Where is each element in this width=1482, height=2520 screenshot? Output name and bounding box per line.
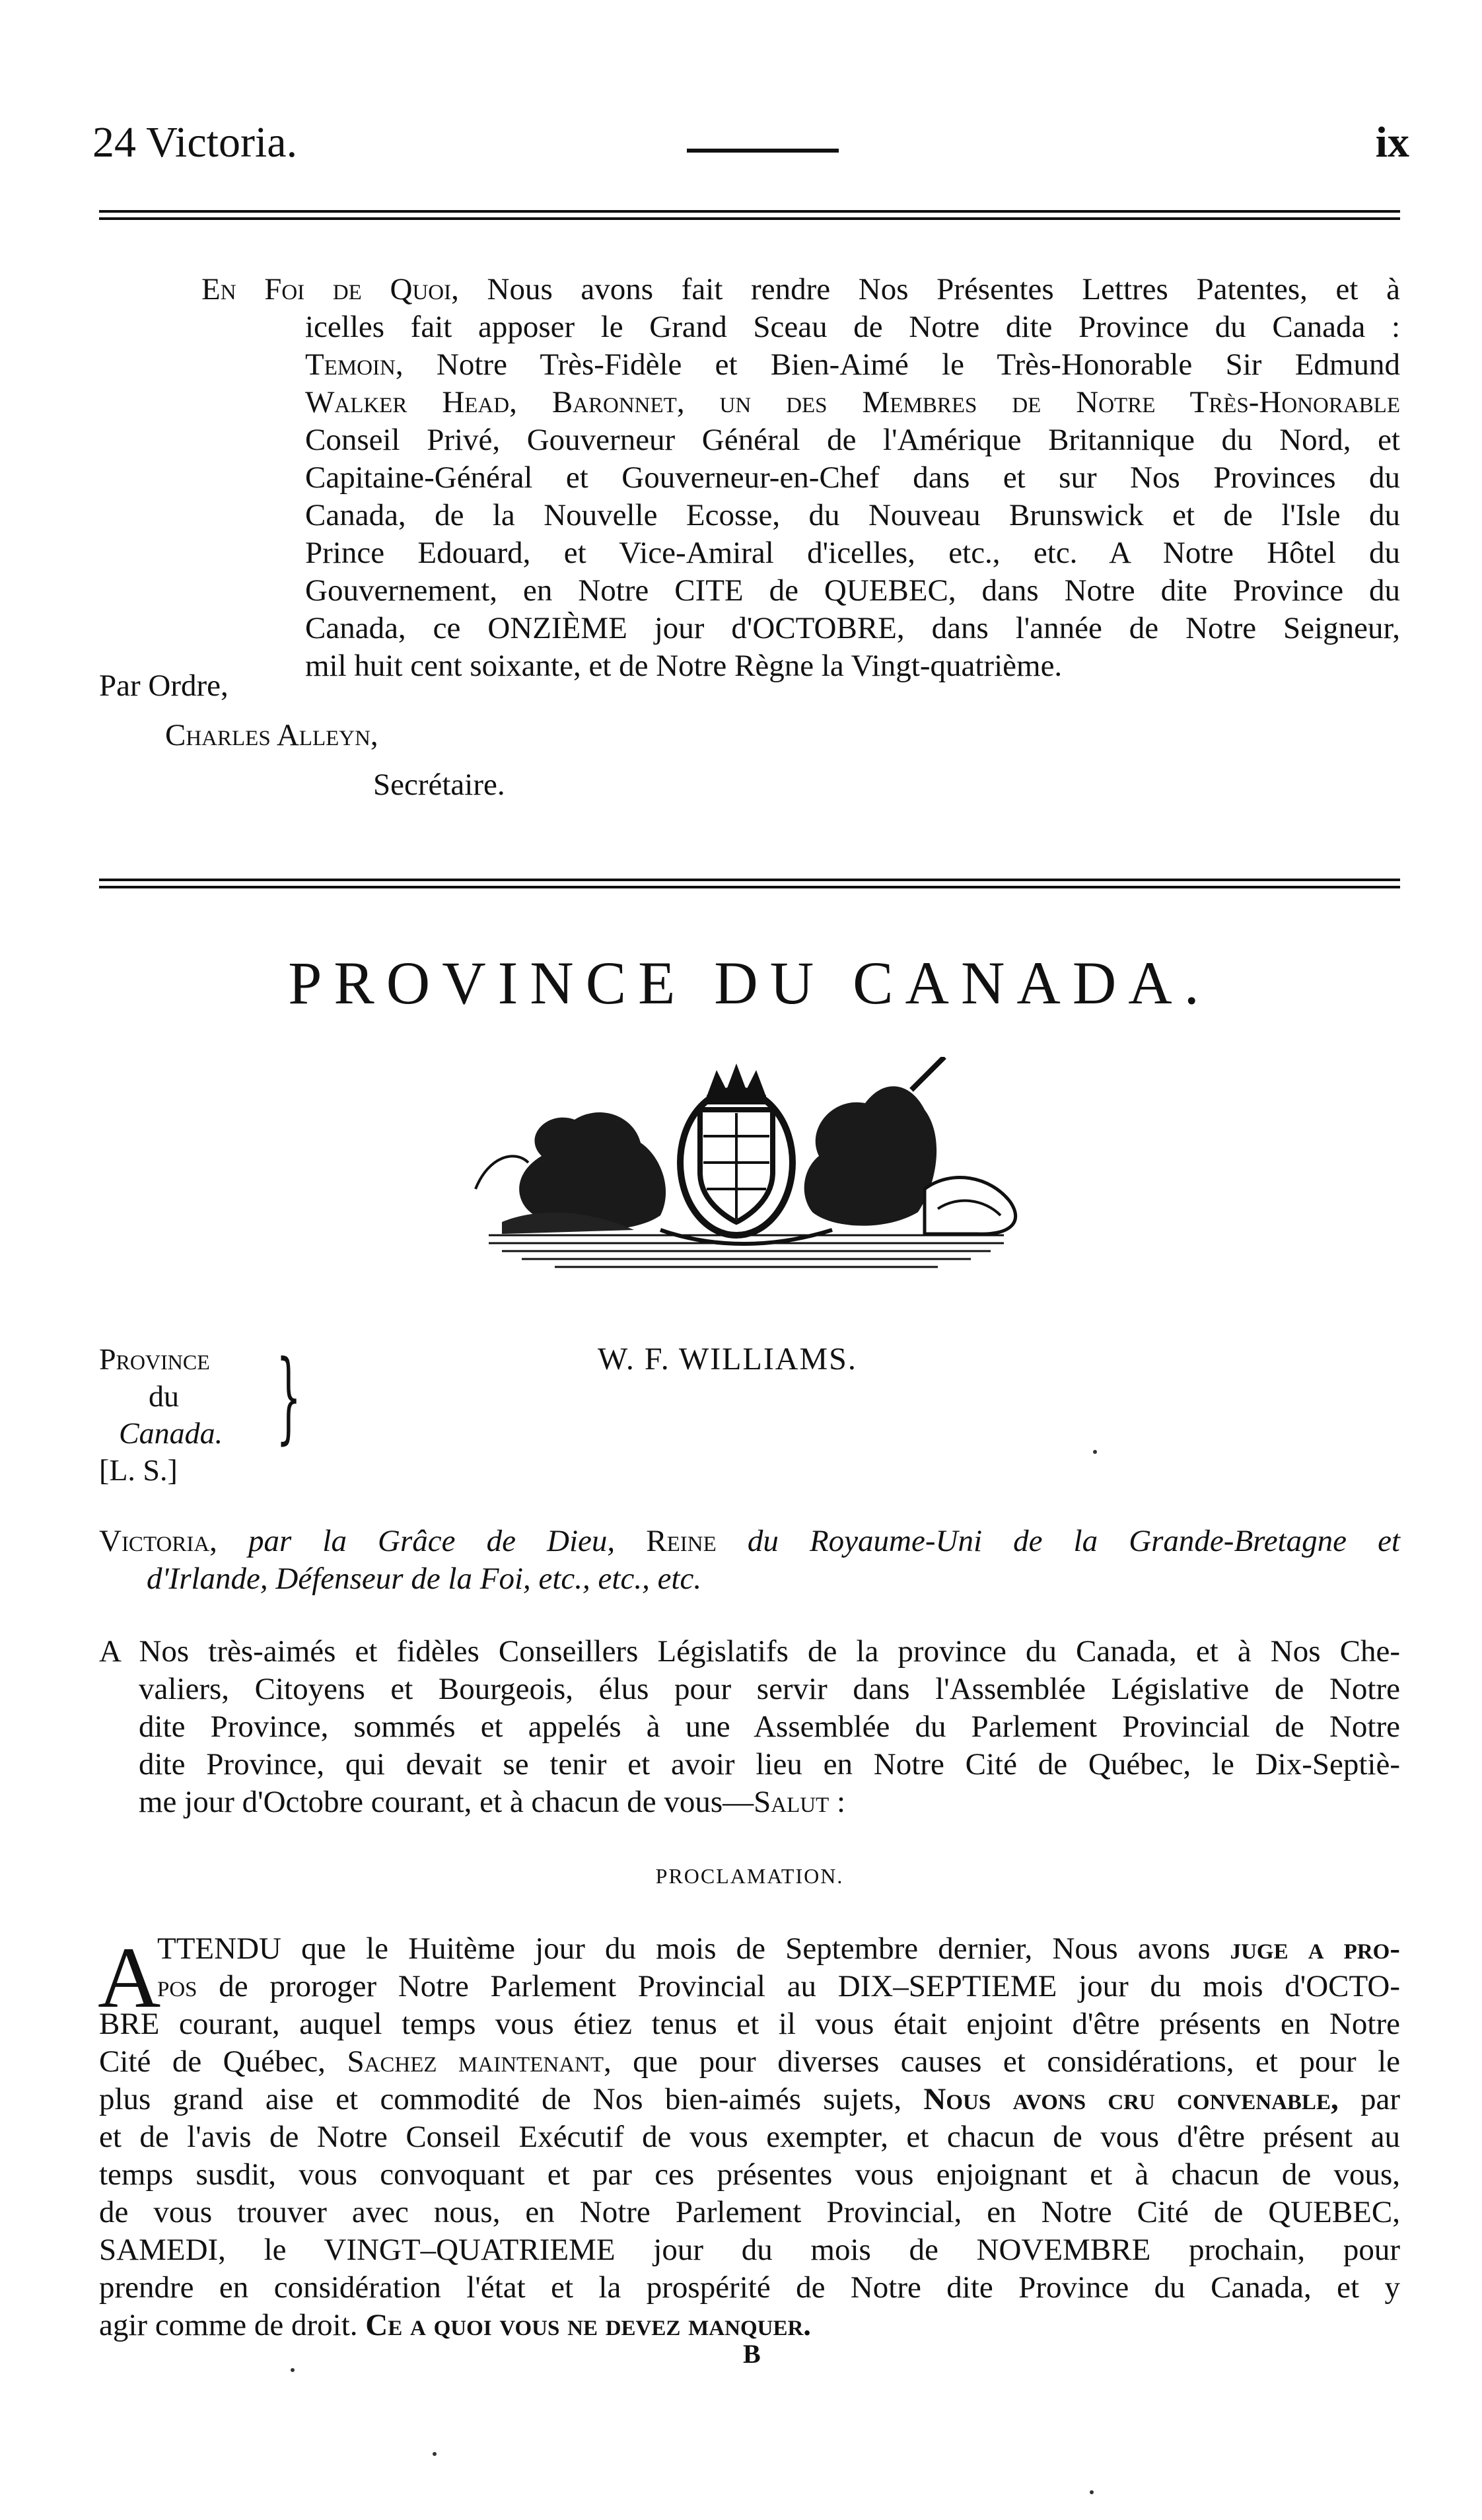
proclamation-body (99, 2005, 1400, 2344)
locus-sigilli: [L. S.] (99, 1453, 178, 1487)
proclamation-line: plus grand aise et commodité de Nos bien-aimés sujets, Nous avons cru convenable, par (99, 2082, 1401, 2116)
attestation-body (305, 308, 1400, 685)
attestation-line: icelles fait apposer le Grand Sceau de Notre dite Province du Canada : (305, 310, 1400, 344)
province-du: du (149, 1379, 179, 1413)
header-double-rule (99, 210, 1400, 220)
page-number: ix (1375, 118, 1409, 166)
brace-glyph: } (276, 1340, 302, 1455)
signer-name: Charles Alleyn, (165, 718, 378, 752)
royal-style-line-1: Victoria, par la Grâce de Dieu, Reine du Royaume-Uni de la Grande-Bretagne et (99, 1524, 1400, 1558)
attestation-line: En Foi de Quoi, Nous avons fait rendre Nos Présentes Lettres Patentes, et à (201, 272, 1400, 306)
par-ordre: Par Ordre, (99, 668, 229, 703)
province-canada: Canada. (119, 1416, 223, 1450)
coat-of-arms-image (462, 1057, 1030, 1281)
drop-cap: A (98, 1929, 161, 2026)
section-double-rule (99, 879, 1400, 888)
scan-speck (1090, 2490, 1094, 2494)
royal-style-line (99, 1523, 1400, 1560)
attestation-line: Conseil Privé, Gouverneur Général de l'Amérique Britannique du Nord, et (305, 423, 1400, 457)
signatory-name: W. F. WILLIAMS. (598, 1342, 857, 1377)
address-line: dite Province, sommés et appelés à une Assemblée du Parlement Provincial de Notre (139, 1710, 1400, 1744)
address-line: dite Province, qui devait se tenir et avoir lieu en Notre Cité de Québec, le Dix-Septiè- (139, 1747, 1400, 1782)
proclamation-line: pos de proroger Notre Parlement Provincial au DIX–SEPTIEME jour du mois d'OCTO- (157, 1969, 1400, 2003)
proclamation-line: temps susdit, vous convoquant et par ces présentes vous enjoignant et à chacun de vous, (99, 2157, 1400, 2192)
attestation-line: Temoin, Notre Très-Fidèle et Bien-Aimé le Très-Honorable Sir Edmund (305, 347, 1400, 382)
signer-title: Secrétaire. (373, 768, 505, 802)
proclamation-line: prendre en considération l'état et la prospérité de Notre dite Province du Canada, et y (99, 2270, 1400, 2305)
attestation-line: Gouvernement, en Notre CITE de QUEBEC, dans Notre dite Province du (305, 573, 1400, 608)
running-header-left: 24 Victoria. (92, 118, 298, 166)
scan-speck (433, 2452, 437, 2456)
page-title: PROVINCE DU CANADA. (288, 949, 1211, 1017)
proclamation-heading: PROCLAMATION. (655, 1864, 844, 1888)
proclamation-line: et de l'avis de Notre Conseil Exécutif de vous exempter, et chacun de vous d'être présent au (99, 2120, 1400, 2154)
address-line: A Nos très-aimés et fidèles Conseillers Législatifs de la province du Canada, et à Nos Che- (99, 1634, 1400, 1669)
proclamation-line: Cité de Québec, Sachez maintenant, que pour diverses causes et considérations, et pour le (99, 2044, 1401, 2079)
attestation-line: Prince Edouard, et Vice-Amiral d'icelles, etc., etc. A Notre Hôtel du (305, 536, 1400, 570)
proclamation-line: BRE courant, auquel temps vous étiez tenus et il vous était enjoint d'être présents en Notre (99, 2007, 1400, 2041)
attestation-line: Capitaine-Général et Gouverneur-en-Chef dans et sur Nos Provinces du (305, 460, 1400, 495)
proclamation-first-lines (157, 1930, 1400, 2005)
attestation-line: Canada, de la Nouvelle Ecosse, du Nouveau Brunswick et de l'Isle du (305, 498, 1400, 532)
scan-speck (1093, 1450, 1097, 1454)
royal-style-line-2: d'Irlande, Défenseur de la Foi, etc., etc., etc. (147, 1562, 702, 1596)
attestation-paragraph (201, 271, 1400, 308)
address-body (139, 1671, 1400, 1821)
address-paragraph (99, 1633, 1400, 1671)
attestation-line: Canada, ce ONZIÈME jour d'OCTOBRE, dans l'année de Notre Seigneur, (305, 611, 1400, 645)
proclamation-line: de vous trouver avec nous, en Notre Parlement Provincial, en Notre Cité de QUEBEC, (99, 2195, 1400, 2229)
proclamation-line: TTENDU que le Huitème jour du mois de Septembre dernier, Nous avons juge a pro- (157, 1931, 1400, 1966)
proclamation-line: agir comme de droit. Ce a quoi vous ne devez manquer. (99, 2308, 812, 2342)
proclamation-line: SAMEDI, le VINGT–QUATRIEME jour du mois de NOVEMBRE prochain, pour (99, 2233, 1400, 2267)
header-dash (687, 149, 839, 153)
address-line: valiers, Citoyens et Bourgeois, élus pour servir dans l'Assemblée Législative de Notre (139, 1672, 1400, 1706)
province-block (99, 1341, 223, 1489)
attestation-line: Walker Head, Baronnet, un des Membres de Notre Très-Honorable (305, 385, 1400, 419)
province-label: Province (99, 1342, 210, 1376)
scan-speck (291, 2368, 295, 2372)
attestation-line: mil huit cent soixante, et de Notre Règne la Vingt-quatrième. (305, 649, 1063, 683)
signature-mark: B (743, 2339, 761, 2369)
address-line: me jour d'Octobre courant, et à chacun de vous—Salut : (139, 1785, 846, 1819)
